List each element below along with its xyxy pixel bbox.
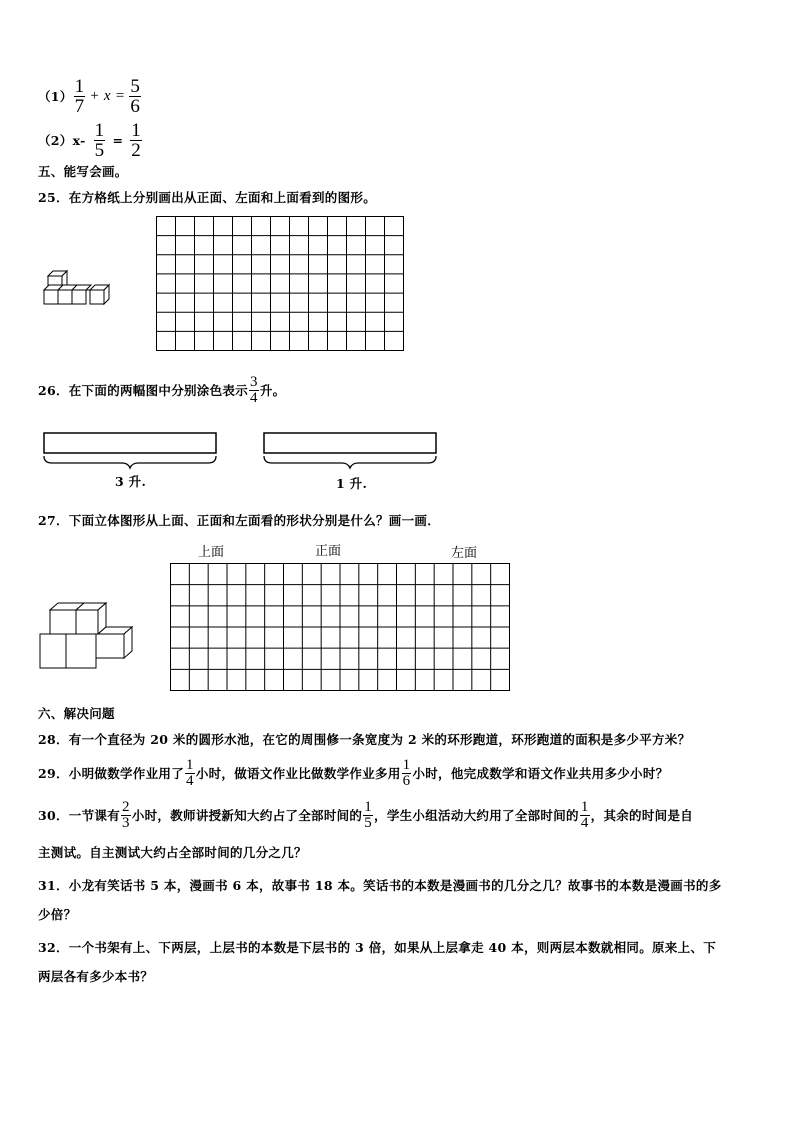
question-30-part2: 小时，教师讲授新知大约占了全部时间的 bbox=[131, 808, 363, 823]
question-31-line2: 少倍？ bbox=[38, 907, 77, 922]
drawing-grid-q25[interactable] bbox=[156, 216, 404, 351]
question-27: 27．下面立体图形从上面、正面和左面看的形状分别是什么？画一画． bbox=[38, 513, 440, 528]
question-29-part2: 小时，做语文作业比做数学作业多用 bbox=[195, 766, 401, 781]
label-front-view: 正面 bbox=[315, 544, 342, 559]
equation-1 bbox=[38, 74, 142, 118]
fraction-5-6 bbox=[129, 77, 141, 116]
drawing-grid-q27[interactable] bbox=[170, 563, 510, 691]
bar-1-liter-label: 1 升. bbox=[336, 476, 368, 491]
question-26-suffix: 升。 bbox=[259, 383, 286, 398]
fraction-2-3 bbox=[121, 800, 131, 831]
fraction-numerator: 2 bbox=[122, 798, 130, 815]
question-32-line1: 32．一个书架有上、下两层，上层书的本数是下层书的 3 倍，如果从上层拿走 40 本，则两层本数就相同。原来上、下 bbox=[38, 940, 716, 955]
question-29-part3: 小时，他完成数学和语文作业共用多少小时？ bbox=[412, 766, 669, 781]
question-30-part1: 30．一节课有 bbox=[38, 808, 120, 823]
fraction-denominator: 3 bbox=[122, 814, 130, 831]
fraction-numerator: 1 bbox=[364, 798, 373, 815]
fraction-denominator: 5 bbox=[94, 139, 105, 161]
question-29-part1: 29．小明做数学作业用了 bbox=[38, 766, 184, 781]
label-top-view: 上面 bbox=[198, 545, 225, 560]
fraction-numerator: 1 bbox=[131, 119, 142, 141]
fraction-1-6 bbox=[402, 758, 412, 789]
equation-2-index: （2）x- bbox=[38, 133, 86, 148]
question-29 bbox=[38, 754, 668, 792]
equation-1-index: （1） bbox=[38, 89, 73, 104]
fraction-denominator: 5 bbox=[364, 814, 373, 831]
question-30-line2: 主测试。自主测试大约占全部时间的几分之几？ bbox=[38, 845, 307, 860]
equation-2 bbox=[38, 118, 143, 162]
fraction-1-5 bbox=[94, 121, 106, 160]
fraction-numerator: 1 bbox=[402, 756, 411, 773]
bar-3-liters-label: 3 升. bbox=[115, 474, 147, 489]
question-31-line1: 31．小龙有笑话书 5 本，漫画书 6 本，故事书 18 本。笑话书的本数是漫画书的几分之几？故事书的本数是漫画书的多 bbox=[38, 878, 722, 893]
label-left-view: 左面 bbox=[451, 546, 478, 561]
fraction-1-4 bbox=[580, 800, 590, 831]
question-30 bbox=[38, 795, 693, 835]
grid-lines bbox=[170, 563, 510, 691]
fraction-1-7 bbox=[74, 77, 86, 116]
section-6-title: 六、解决问题 bbox=[38, 706, 115, 721]
fraction-denominator: 2 bbox=[131, 139, 142, 161]
fraction-numerator: 1 bbox=[74, 75, 85, 97]
grid-lines bbox=[156, 216, 404, 351]
fraction-numerator: 5 bbox=[130, 75, 141, 97]
question-30-part3: ，学生小组活动大约用了全部时间的 bbox=[374, 808, 579, 823]
question-25: 25．在方格纸上分别画出从正面、左面和上面看到的图形。 bbox=[38, 190, 376, 205]
equation-1-operator: + x = bbox=[89, 87, 126, 104]
question-28: 28．有一个直径为 20 米的圆形水池，在它的周围修一条宽度为 2 米的环形跑道，环形跑道的面积是多少平方米？ bbox=[38, 732, 691, 747]
fraction-numerator: 1 bbox=[186, 756, 194, 773]
question-32-line2: 两层各有多少本书？ bbox=[38, 969, 154, 984]
fraction-3-4 bbox=[249, 375, 259, 406]
fraction-1-5 bbox=[363, 800, 373, 831]
fraction-denominator: 6 bbox=[130, 95, 141, 117]
fraction-denominator: 4 bbox=[580, 814, 589, 831]
cube-figure-q25 bbox=[40, 268, 120, 310]
fraction-denominator: 7 bbox=[74, 95, 85, 117]
bar-1-liter[interactable] bbox=[260, 430, 440, 470]
fraction-numerator: 3 bbox=[250, 373, 258, 390]
fraction-denominator: 6 bbox=[402, 772, 411, 789]
fraction-1-4 bbox=[185, 758, 195, 789]
fraction-denominator: 4 bbox=[186, 772, 194, 789]
question-26-prefix: 26．在下面的两幅图中分别涂色表示 bbox=[38, 383, 248, 398]
bar-3-liters[interactable] bbox=[40, 430, 220, 470]
question-30-part4: ，其余的时间是自 bbox=[590, 808, 694, 823]
question-26 bbox=[38, 370, 285, 410]
cube-figure-q27 bbox=[38, 600, 138, 672]
fraction-denominator: 4 bbox=[250, 389, 258, 406]
fraction-1-2 bbox=[130, 121, 142, 160]
fraction-numerator: 1 bbox=[94, 119, 105, 141]
section-5-title: 五、能写会画。 bbox=[38, 164, 128, 179]
equation-2-equals: = bbox=[112, 132, 124, 148]
fraction-numerator: 1 bbox=[580, 798, 589, 815]
